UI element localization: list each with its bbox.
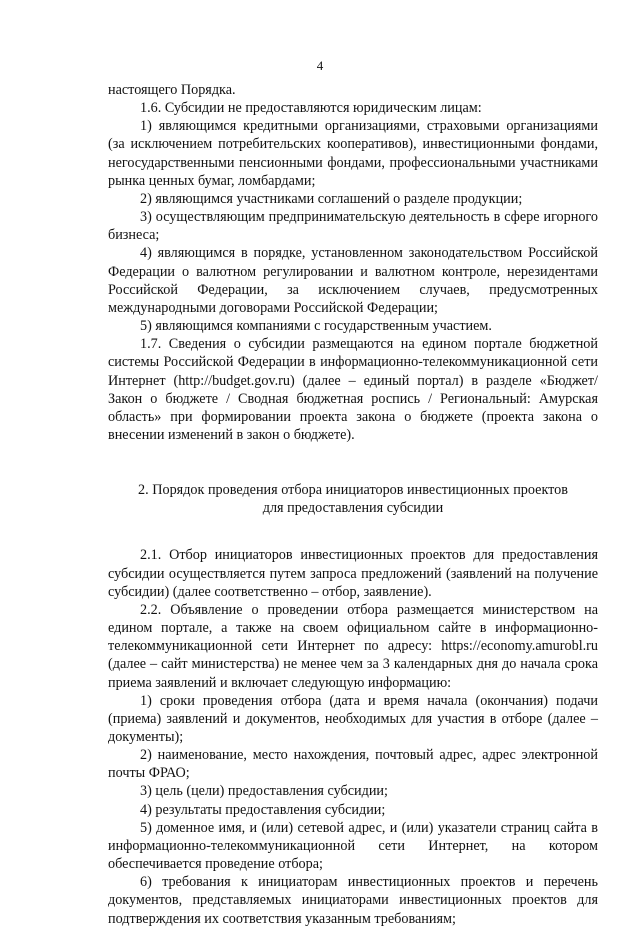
paragraph: настоящего Порядка. bbox=[108, 82, 236, 98]
list-item: 5) являющимся компаниями с государственным участием. bbox=[140, 318, 492, 335]
list-item: 5) доменное имя, и (или) сетевой адрес, и (или) указатели страниц сайта в информационно-телекоммуникационной сети Интернет, на котором обеспечивается проведение отбора; bbox=[108, 819, 598, 873]
section-heading-line: 2. Порядок проведения отбора инициаторов инвестиционных проектов bbox=[138, 482, 568, 499]
paragraph: 1.7. Сведения о субсидии размещаются на едином портале бюджетной системы Российской Федерации в информационно-телекоммуникационной сети Интернет (http://budget.gov.ru) (далее – единый портал) в разделе «Бюджет/ Закон о бюджете / Сводная бюджетная роспись / Региональный: Амурская область» при формировании проекта закона о бюджете (проекта закона о внесении изменений в закон о бюджете). bbox=[108, 336, 598, 443]
list-item: 4) результаты предоставления субсидии; bbox=[140, 801, 386, 818]
paragraph: 2.2. Объявление о проведении отбора размещается министерством на едином портале, а также на своем официальном сайте в информационно-телекоммуникационной сети Интернет по адресу: https://economy.amurobl.ru (далее – сайт министерства) не менее чем за 3 календарных дня до начала срока приема заявлений и включает следующую информацию: bbox=[108, 601, 598, 691]
list-item: 6) требования к инициаторам инвестиционных проектов и перечень документов, представляемых инициаторами инвестиционных проектов для подтверждения их соответствия указанным требованиям; bbox=[108, 874, 598, 927]
paragraph: 1.6. Субсидии не предоставляются юридическим лицам: bbox=[140, 100, 482, 117]
section-heading-line: для предоставления субсидии bbox=[262, 500, 444, 517]
document-body bbox=[108, 81, 598, 928]
list-item: 4) являющимся в порядке, установленном законодательством Российской Федерации о валютном регулировании и валютном контроле, нерезидентами Российской Федерации, за исключением случаев, предусмотренных международными договорами Российской Федерации; bbox=[108, 245, 598, 316]
list-item: 1) являющимся кредитными организациями, страховыми организациями (за исключением потребительских кооперативов), инвестиционными фондами, негосударственными пенсионными фондами, профессиональными участниками рынка ценных бумаг, ломбардами; bbox=[108, 118, 598, 189]
list-item: 2) наименование, место нахождения, почтовый адрес, адрес электронной почты ФРАО; bbox=[108, 747, 598, 782]
paragraph: 2.1. Отбор инициаторов инвестиционных проектов для предоставления субсидии осуществляется путем запроса предложений (заявлений на получение субсидии) (далее соответственно – отбор, заявление). bbox=[108, 547, 598, 600]
list-item: 1) сроки проведения отбора (дата и время начала (окончания) подачи (приема) заявлений и документов, необходимых для участия в отборе (далее – документы); bbox=[108, 692, 598, 745]
list-item: 3) осуществляющим предпринимательскую деятельность в сфере игорного бизнеса; bbox=[108, 209, 598, 244]
page-number: 4 bbox=[316, 58, 324, 73]
list-item: 3) цель (цели) предоставления субсидии; bbox=[140, 783, 388, 800]
list-item: 2) являющимся участниками соглашений о разделе продукции; bbox=[140, 190, 523, 207]
